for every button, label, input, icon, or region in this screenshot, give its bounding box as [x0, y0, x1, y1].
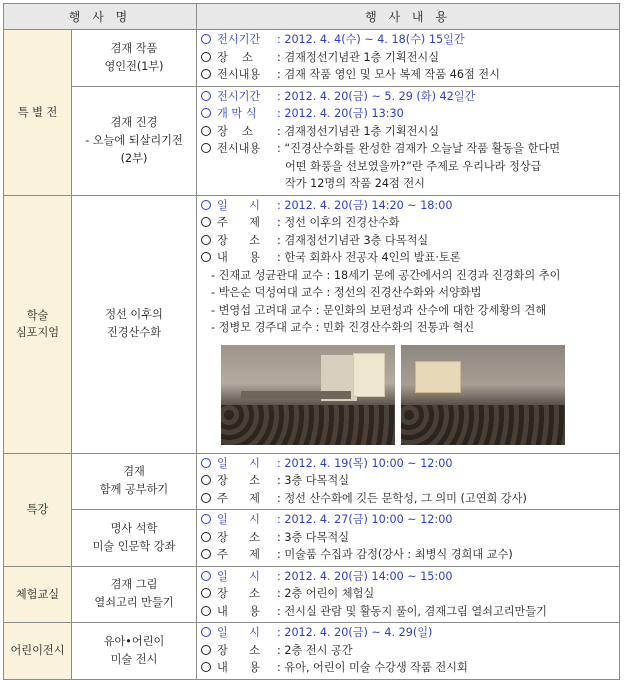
event-title: 유아•어린이 미술 전시 [72, 623, 197, 680]
circle-bullet-icon [201, 200, 211, 210]
detail-line: 개 막 식 : 2012. 4. 20(금) 13:30 [201, 105, 619, 123]
circle-bullet-icon [201, 235, 211, 245]
category-special-exhibition: 특 별 전 [4, 30, 72, 196]
symposium-photos [221, 345, 619, 445]
event-schedule-table [3, 3, 620, 680]
circle-bullet-icon [201, 458, 211, 468]
event-detail [197, 86, 620, 195]
table-row [4, 566, 620, 623]
circle-bullet-icon [201, 627, 211, 637]
screen-shape [415, 361, 461, 393]
detail-line: 장 소 : 2층 어린이 체험실 [201, 585, 619, 603]
symposium-photo-panel [221, 345, 395, 445]
header-row [4, 4, 620, 30]
stage-table-shape [241, 391, 351, 399]
event-detail [197, 566, 620, 623]
circle-bullet-icon [201, 606, 211, 616]
category-symposium: 학술 심포지엄 [4, 195, 72, 453]
header-event-content: 행 사 내 용 [197, 4, 620, 30]
event-title: 겸재 진경 - 오늘에 되살리기전 (2부) [72, 86, 197, 195]
event-title: 정선 이후의 진경산수화 [72, 195, 197, 453]
circle-bullet-icon [201, 588, 211, 598]
category-lecture: 특강 [4, 453, 72, 566]
detail-line: 일 시 : 2012. 4. 20(금) 14:20 ~ 18:00 [201, 197, 619, 215]
detail-line: 장 소 : 3층 다목적실 [201, 529, 619, 547]
event-detail [197, 623, 620, 680]
audience-shape [401, 405, 565, 445]
circle-bullet-icon [201, 69, 211, 79]
detail-line: 일 시 : 2012. 4. 19(목) 10:00 ~ 12:00 [201, 455, 619, 473]
speaker-line: - 변영섭 고려대 교수 : 문인화의 보편성과 산수에 대한 강세황의 견해 [211, 303, 547, 317]
event-detail [197, 510, 620, 567]
table-row [4, 623, 620, 680]
circle-bullet-icon [201, 217, 211, 227]
table-row [4, 453, 620, 510]
header-event-name: 행 사 명 [4, 4, 197, 30]
circle-bullet-icon [201, 571, 211, 581]
detail-line: 일 시 : 2012. 4. 20(금) 14:00 ~ 15:00 [201, 568, 619, 586]
detail-line: 전시내용 : 겸재 작품 영인 및 모사 복제 작품 46점 전시 [201, 66, 619, 84]
circle-bullet-icon [201, 475, 211, 485]
detail-continuation: 어떤 화풍을 선보였을까?”란 주제로 우리나라 정상급 [285, 159, 542, 173]
symposium-photo-audience [401, 345, 565, 445]
detail-line: 장 소 : 겸재정선기념관 1층 기획전시실 [201, 123, 619, 141]
detail-line: 주 제 : 미술품 수집과 감정(강사 : 최병식 경희대 교수) [201, 546, 619, 564]
circle-bullet-icon [201, 493, 211, 503]
circle-bullet-icon [201, 143, 211, 153]
detail-line: 내 용 : 유아, 어린이 미술 수강생 작품 전시회 [201, 659, 619, 677]
detail-line: 일 시 : 2012. 4. 20(금) ~ 4. 29(일) [201, 624, 619, 642]
event-title: 겸재 작품 영인전(1부) [72, 30, 197, 87]
circle-bullet-icon [201, 91, 211, 101]
table-row [4, 86, 620, 195]
circle-bullet-icon [201, 34, 211, 44]
category-children-exhibition: 어린이전시 [4, 623, 72, 680]
speaker-line: - 박은순 덕성여대 교수 : 정선의 진경산수화와 서양화법 [211, 286, 482, 299]
table-row [4, 510, 620, 567]
detail-line: 장 소 : 겸재정선기념관 3층 다목적실 [201, 232, 619, 250]
screen-shape [353, 353, 385, 397]
detail-line: 내 용 : 한국 회화사 전공자 4인의 발표·토론 [201, 249, 619, 267]
event-title: 겸재 그림 열쇠고리 만들기 [72, 566, 197, 623]
speaker-line: - 정병모 경주대 교수 : 민화 진경산수화의 전통과 혁신 [211, 321, 475, 334]
circle-bullet-icon [201, 532, 211, 542]
circle-bullet-icon [201, 549, 211, 559]
detail-line: 장 소 : 2층 전시 공간 [201, 642, 619, 660]
circle-bullet-icon [201, 645, 211, 655]
detail-line: 내 용 : 전시실 관람 및 활동지 풀이, 겸재그림 열쇠고리만들기 [201, 603, 619, 621]
detail-line: 전시기간 : 2012. 4. 4(수) ~ 4. 18(수) 15일간 [201, 31, 619, 49]
circle-bullet-icon [201, 514, 211, 524]
audience-shape [221, 405, 395, 445]
detail-continuation: 작가 12명의 작품 24점 전시 [285, 177, 425, 190]
circle-bullet-icon [201, 662, 211, 672]
circle-bullet-icon [201, 126, 211, 136]
circle-bullet-icon [201, 52, 211, 62]
detail-line: 전시기간 : 2012. 4. 20(금) ~ 5. 29 (화) 42일간 [201, 88, 619, 106]
event-detail [197, 195, 620, 453]
event-title: 명사 석학 미술 인문학 강좌 [72, 510, 197, 567]
detail-line: 주 제 : 정선 이후의 진경산수화 [201, 214, 619, 232]
event-detail [197, 30, 620, 87]
detail-line: 장 소 : 겸재정선기념관 1층 기획전시실 [201, 49, 619, 67]
speaker-line: - 진재교 성균관대 교수 : 18세기 문에 공간에서의 진경과 진경화의 추이 [211, 268, 561, 282]
table-row [4, 30, 620, 87]
category-workshop: 체험교실 [4, 566, 72, 623]
detail-line: 일 시 : 2012. 4. 27(금) 10:00 ~ 12:00 [201, 511, 619, 529]
event-detail [197, 453, 620, 510]
detail-line: 주 제 : 정선 산수화에 깃든 문학성, 그 의미 (고연희 강사) [201, 490, 619, 508]
circle-bullet-icon [201, 252, 211, 262]
event-title: 겸재 함께 공부하기 [72, 453, 197, 510]
circle-bullet-icon [201, 108, 211, 118]
table-row [4, 195, 620, 453]
detail-line: 전시내용 : “진경산수화를 완성한 겸재가 오늘날 작품 활동을 한다면 [201, 140, 619, 158]
detail-line: 장 소 : 3층 다목적실 [201, 472, 619, 490]
